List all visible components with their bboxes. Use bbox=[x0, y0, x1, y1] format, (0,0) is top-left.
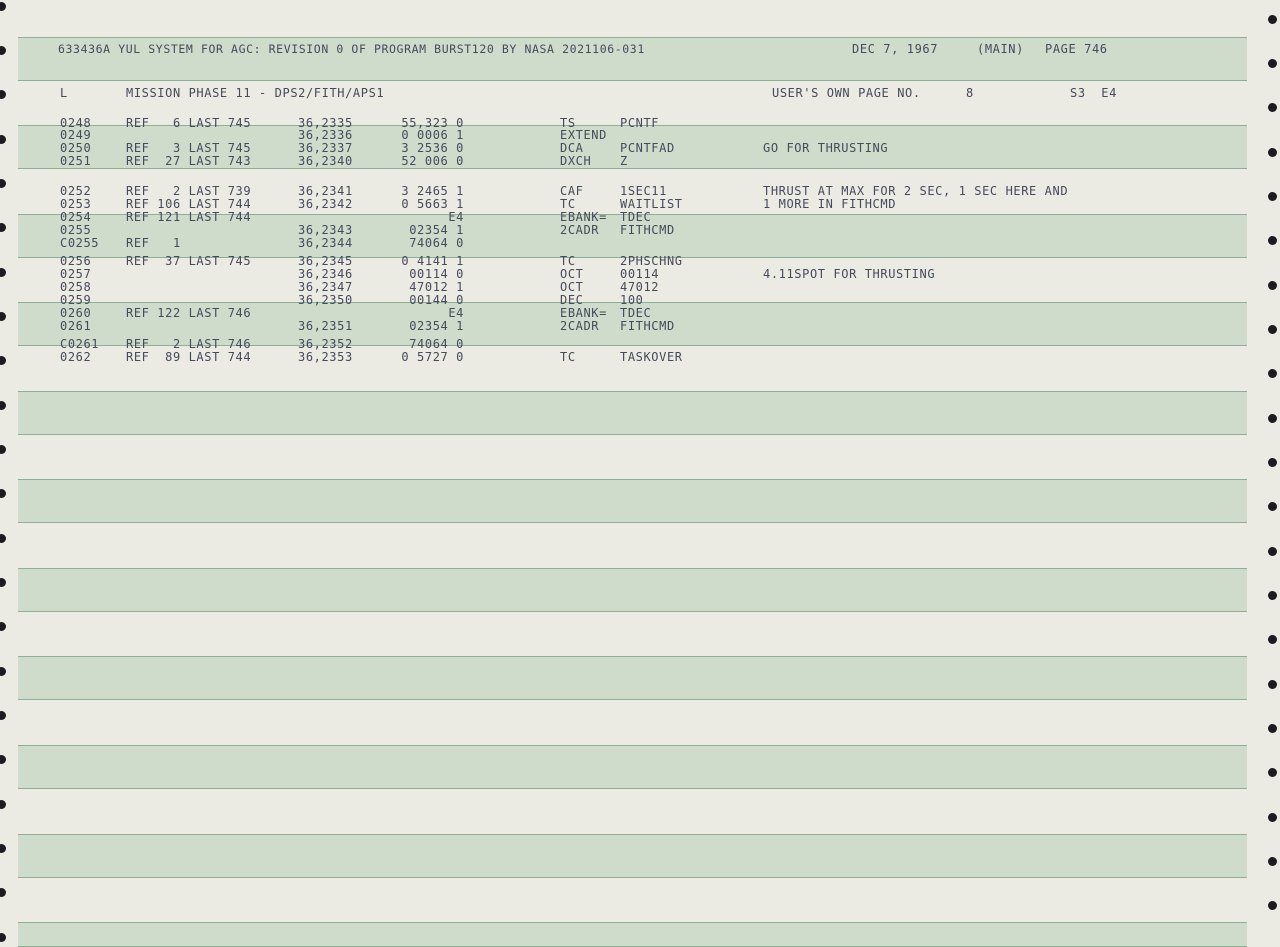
operand: 00114 bbox=[620, 267, 660, 281]
address: 36,2341 bbox=[298, 184, 353, 198]
object-code: 02354 1 bbox=[409, 223, 464, 237]
operand: 47012 bbox=[620, 280, 660, 294]
object-code: 3 2536 0 bbox=[401, 141, 464, 155]
sprocket-hole-icon bbox=[1268, 502, 1277, 511]
address: 36,2342 bbox=[298, 197, 353, 211]
sprocket-hole-icon bbox=[1268, 414, 1277, 423]
address: 36,2337 bbox=[298, 141, 353, 155]
opcode: CAF bbox=[560, 184, 584, 198]
section-codes: S3 E4 bbox=[1070, 86, 1117, 100]
comment: 4.11SPOT FOR THRUSTING bbox=[763, 267, 936, 281]
green-bar-band bbox=[18, 568, 1247, 612]
line-number: 0248 bbox=[60, 116, 92, 130]
sprocket-hole-icon bbox=[1268, 724, 1277, 733]
object-code: E4 bbox=[448, 210, 464, 224]
object-code: 55,323 0 bbox=[401, 116, 464, 130]
opcode: EBANK= bbox=[560, 306, 607, 320]
sprocket-hole-icon bbox=[1268, 680, 1277, 689]
opcode: 2CADR bbox=[560, 319, 600, 333]
line-number: 0249 bbox=[60, 128, 92, 142]
sprocket-hole-icon bbox=[1268, 768, 1277, 777]
green-bar-band bbox=[18, 834, 1247, 878]
opcode: OCT bbox=[560, 267, 584, 281]
listing-marker: L bbox=[60, 86, 68, 100]
object-code: 0 5663 1 bbox=[401, 197, 464, 211]
object-code: 00144 0 bbox=[409, 293, 464, 307]
opcode: TS bbox=[560, 116, 576, 130]
operand: 1SEC11 bbox=[620, 184, 667, 198]
object-code: 74064 0 bbox=[409, 236, 464, 250]
reference: REF 89 LAST 744 bbox=[126, 350, 252, 364]
address: 36,2350 bbox=[298, 293, 353, 307]
sprocket-hole-icon bbox=[0, 622, 6, 631]
line-number: 0258 bbox=[60, 280, 92, 294]
line-number: 0254 bbox=[60, 210, 92, 224]
sprocket-hole-icon bbox=[1268, 547, 1277, 556]
comment: THRUST AT MAX FOR 2 SEC, 1 SEC HERE AND bbox=[763, 184, 1069, 198]
sprocket-hole-icon bbox=[0, 844, 6, 853]
reference: REF 1 bbox=[126, 236, 181, 250]
line-number: 0260 bbox=[60, 306, 92, 320]
operand: 100 bbox=[620, 293, 644, 307]
address: 36,2343 bbox=[298, 223, 353, 237]
line-number: 0252 bbox=[60, 184, 92, 198]
opcode: DEC bbox=[560, 293, 584, 307]
opcode: EXTEND bbox=[560, 128, 607, 142]
line-number: 0250 bbox=[60, 141, 92, 155]
line-number: 0256 bbox=[60, 254, 92, 268]
operand: TDEC bbox=[620, 306, 652, 320]
operand: TASKOVER bbox=[620, 350, 683, 364]
object-code: 00114 0 bbox=[409, 267, 464, 281]
object-code: 0 5727 0 bbox=[401, 350, 464, 364]
sprocket-hole-icon bbox=[1268, 458, 1277, 467]
line-number: C0255 bbox=[60, 236, 100, 250]
line-number: C0261 bbox=[60, 337, 100, 351]
object-code: 0 4141 1 bbox=[401, 254, 464, 268]
line-number: 0257 bbox=[60, 267, 92, 281]
sprocket-hole-icon bbox=[1268, 635, 1277, 644]
reference: REF 106 LAST 744 bbox=[126, 197, 252, 211]
line-number: 0259 bbox=[60, 293, 92, 307]
green-bar-band bbox=[18, 479, 1247, 523]
listing-date: DEC 7, 1967 bbox=[852, 42, 939, 56]
sprocket-hole-icon bbox=[0, 755, 6, 764]
sprocket-hole-icon bbox=[1268, 901, 1277, 910]
line-number: 0262 bbox=[60, 350, 92, 364]
opcode: DCA bbox=[560, 141, 584, 155]
operand: FITHCMD bbox=[620, 319, 675, 333]
operand: TDEC bbox=[620, 210, 652, 224]
green-bar-band bbox=[18, 656, 1247, 700]
operand: 2PHSCHNG bbox=[620, 254, 683, 268]
address: 36,2346 bbox=[298, 267, 353, 281]
opcode: DXCH bbox=[560, 154, 592, 168]
reference: REF 2 LAST 739 bbox=[126, 184, 252, 198]
opcode: TC bbox=[560, 254, 576, 268]
sprocket-hole-icon bbox=[0, 888, 6, 897]
line-number: 0255 bbox=[60, 223, 92, 237]
object-code: 02354 1 bbox=[409, 319, 464, 333]
reference: REF 27 LAST 743 bbox=[126, 154, 252, 168]
operand: Z bbox=[620, 154, 628, 168]
line-number: 0261 bbox=[60, 319, 92, 333]
address: 36,2345 bbox=[298, 254, 353, 268]
mission-phase: MISSION PHASE 11 - DPS2/FITH/APS1 bbox=[126, 86, 385, 100]
object-code: 47012 1 bbox=[409, 280, 464, 294]
sprocket-hole-icon bbox=[1268, 591, 1277, 600]
reference: REF 3 LAST 745 bbox=[126, 141, 252, 155]
object-code: 3 2465 1 bbox=[401, 184, 464, 198]
assembly-listing bbox=[0, 0, 1280, 400]
address: 36,2336 bbox=[298, 128, 353, 142]
green-bar-band bbox=[18, 922, 1247, 947]
operand: WAITLIST bbox=[620, 197, 683, 211]
reference: REF 6 LAST 745 bbox=[126, 116, 252, 130]
opcode: OCT bbox=[560, 280, 584, 294]
sprocket-hole-icon bbox=[0, 578, 6, 587]
object-code: 52 006 0 bbox=[401, 154, 464, 168]
line-number: 0251 bbox=[60, 154, 92, 168]
sprocket-hole-icon bbox=[0, 800, 6, 809]
comment: 1 MORE IN FITHCMD bbox=[763, 197, 897, 211]
sprocket-hole-icon bbox=[0, 445, 6, 454]
address: 36,2351 bbox=[298, 319, 353, 333]
comment: GO FOR THRUSTING bbox=[763, 141, 889, 155]
line-number: 0253 bbox=[60, 197, 92, 211]
program-title: 633436A YUL SYSTEM FOR AGC: REVISION 0 OF PROGRAM BURST120 BY NASA 2021106-031 bbox=[58, 42, 645, 56]
reference: REF 121 LAST 744 bbox=[126, 210, 252, 224]
sprocket-hole-icon bbox=[0, 933, 6, 942]
object-code: E4 bbox=[448, 306, 464, 320]
opcode: TC bbox=[560, 197, 576, 211]
reference: REF 37 LAST 745 bbox=[126, 254, 252, 268]
address: 36,2353 bbox=[298, 350, 353, 364]
object-code: 74064 0 bbox=[409, 337, 464, 351]
reference: REF 122 LAST 746 bbox=[126, 306, 252, 320]
opcode: 2CADR bbox=[560, 223, 600, 237]
address: 36,2340 bbox=[298, 154, 353, 168]
sprocket-hole-icon bbox=[0, 667, 6, 676]
reference: REF 2 LAST 746 bbox=[126, 337, 252, 351]
sprocket-hole-icon bbox=[1268, 813, 1277, 822]
sprocket-hole-icon bbox=[0, 534, 6, 543]
users-page-label: USER'S OWN PAGE NO. bbox=[772, 86, 921, 100]
listing-section: (MAIN) bbox=[977, 42, 1024, 56]
sprocket-hole-icon bbox=[0, 489, 6, 498]
operand: PCNTF bbox=[620, 116, 660, 130]
address: 36,2347 bbox=[298, 280, 353, 294]
users-page-number: 8 bbox=[966, 86, 974, 100]
operand: FITHCMD bbox=[620, 223, 675, 237]
address: 36,2352 bbox=[298, 337, 353, 351]
green-bar-band bbox=[18, 745, 1247, 789]
sprocket-hole-icon bbox=[0, 711, 6, 720]
operand: PCNTFAD bbox=[620, 141, 675, 155]
address: 36,2335 bbox=[298, 116, 353, 130]
page-number: PAGE 746 bbox=[1045, 42, 1108, 56]
address: 36,2344 bbox=[298, 236, 353, 250]
object-code: 0 0006 1 bbox=[401, 128, 464, 142]
sprocket-hole-icon bbox=[1268, 857, 1277, 866]
sprocket-hole-icon bbox=[0, 401, 6, 410]
opcode: EBANK= bbox=[560, 210, 607, 224]
opcode: TC bbox=[560, 350, 576, 364]
